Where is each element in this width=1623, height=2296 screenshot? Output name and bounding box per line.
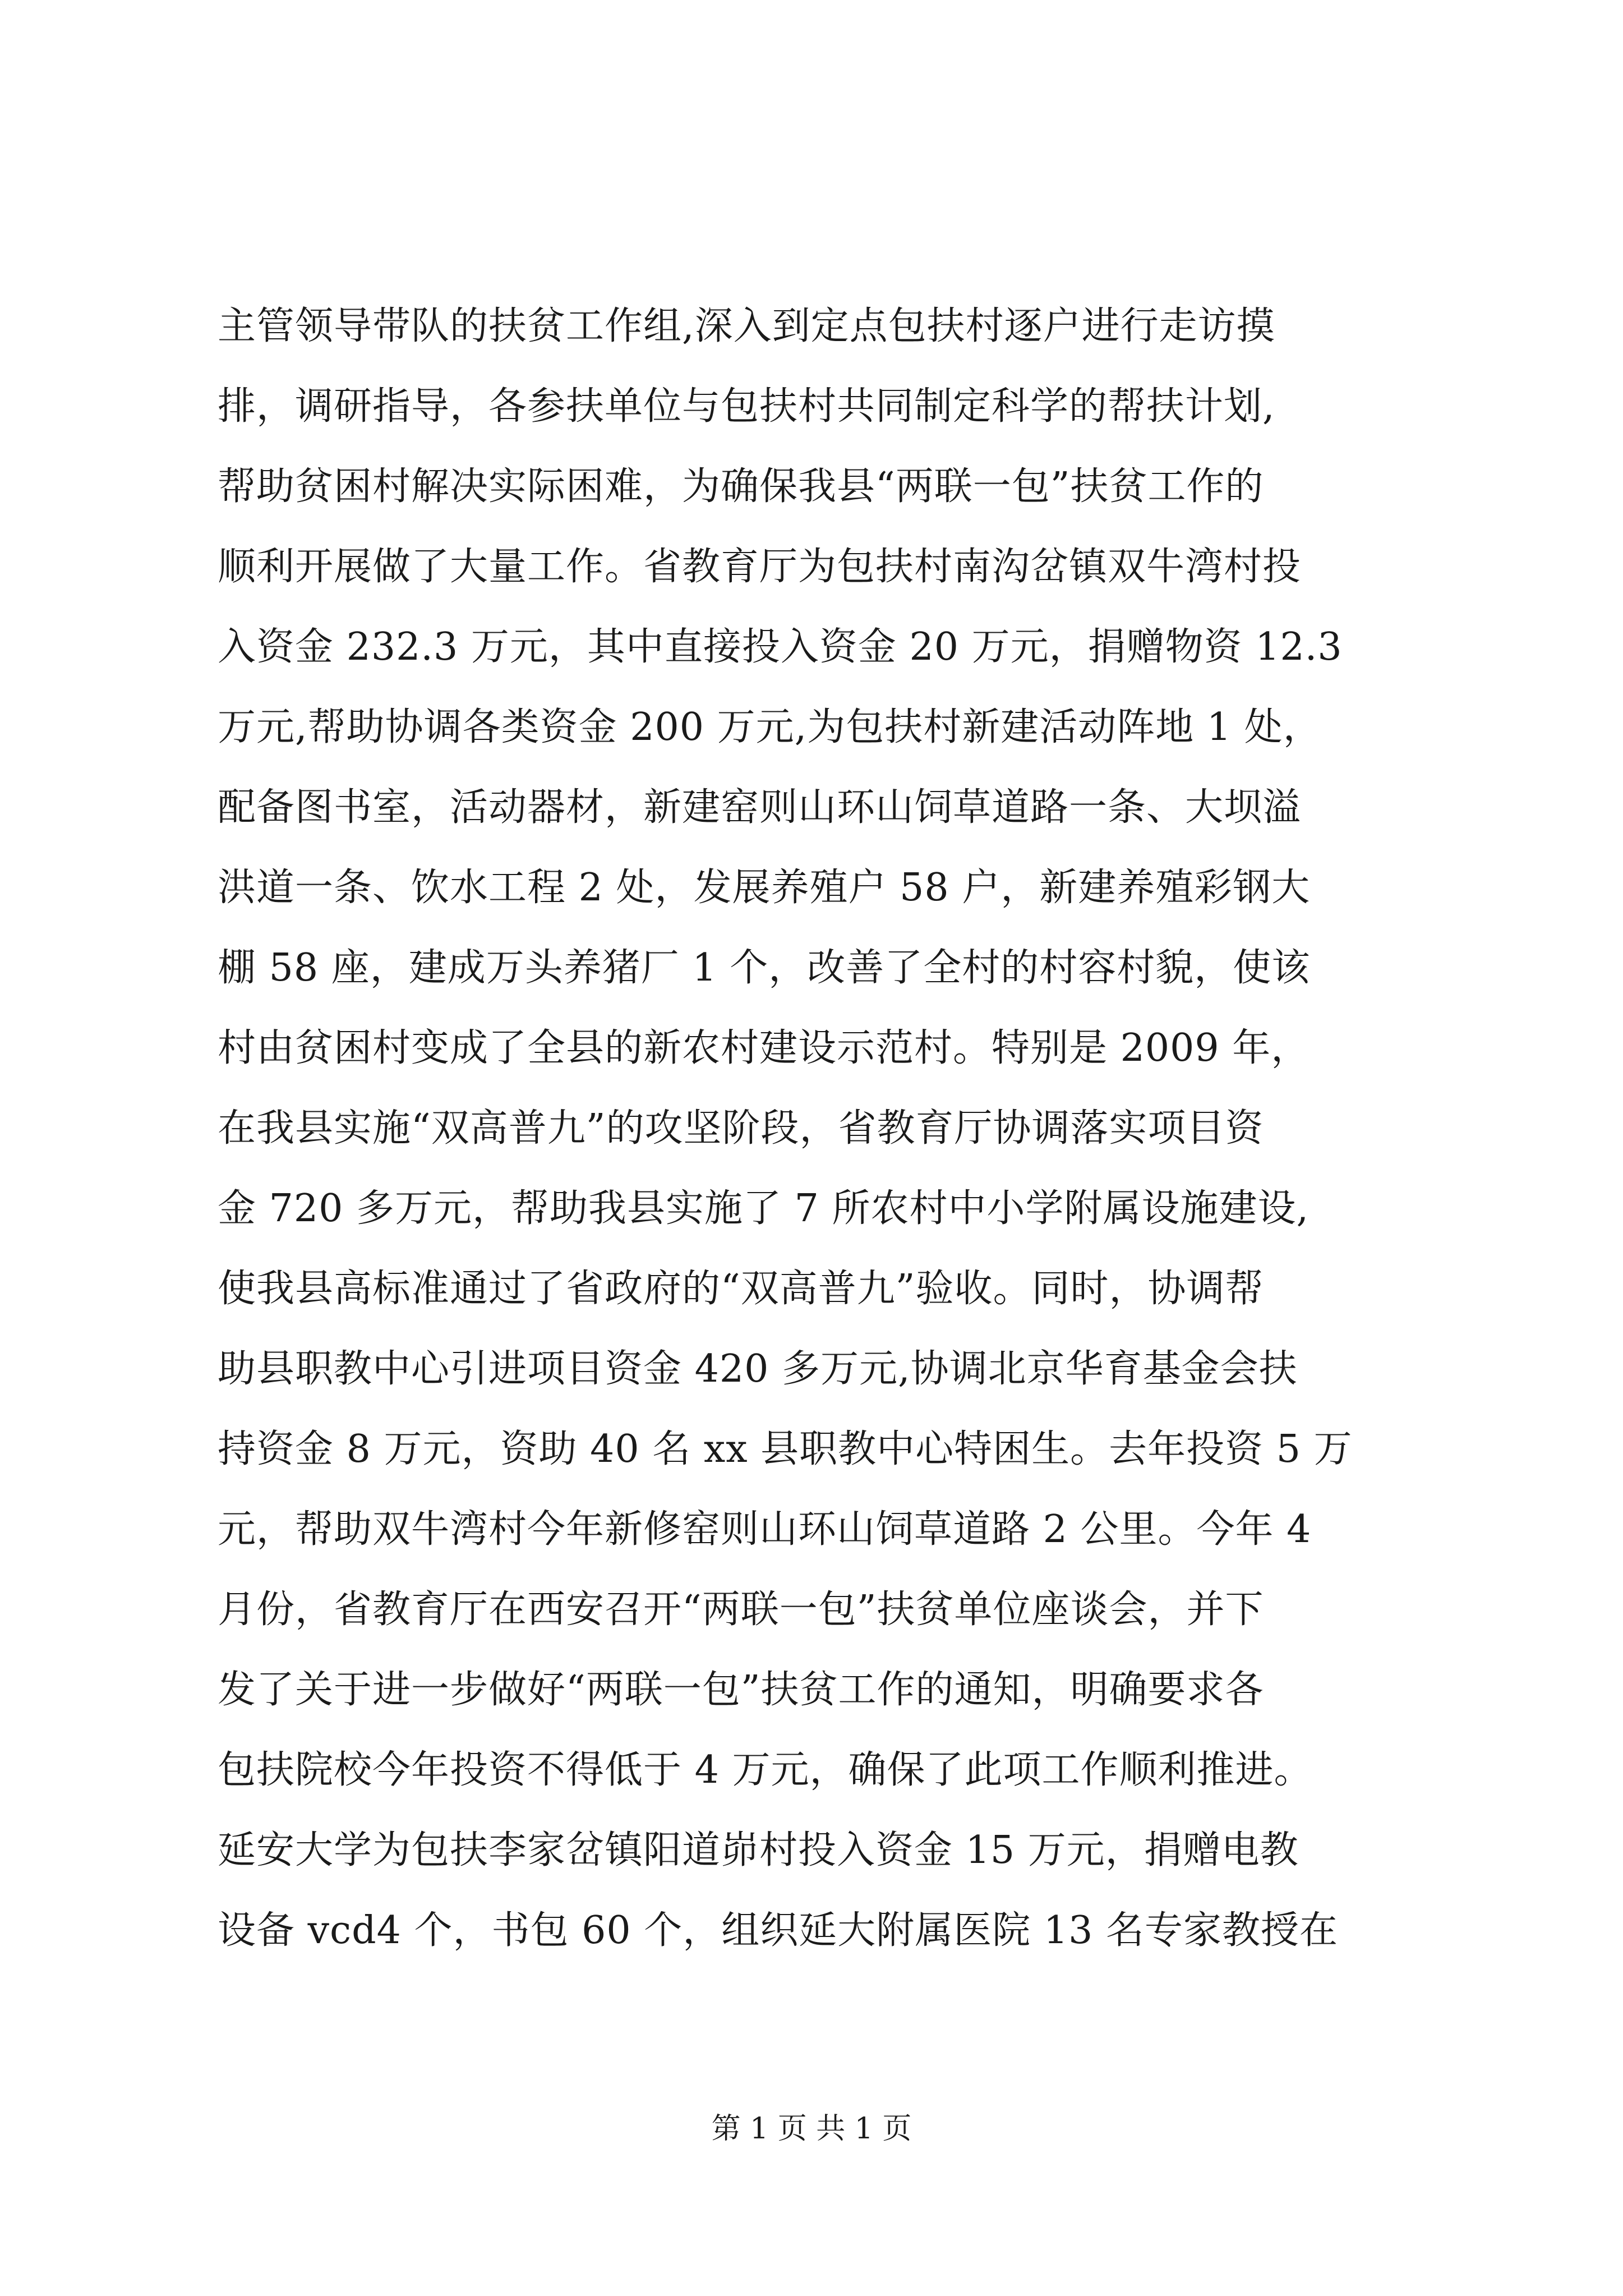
text-line: 配备图书室，活动器材，新建窑则山环山饲草道路一条、大坝溢 <box>218 785 1302 830</box>
text-line: 村由贫困村变成了全县的新农村建设示范村。特别是 2009 年， <box>218 1026 1310 1070</box>
text-line: 发了关于进一步做好“两联一包”扶贫工作的通知，明确要求各 <box>218 1668 1264 1712</box>
text-line: 排，调研指导，各参扶单位与包扶村共同制定科学的帮扶计划, <box>218 384 1275 429</box>
text-line: 入资金 232.3 万元，其中直接投入资金 20 万元，捐赠物资 12.3 <box>218 625 1343 669</box>
text-line: 洪道一条、饮水工程 2 处，发展养殖户 58 户，新建养殖彩钢大 <box>218 866 1311 910</box>
text-line: 元，帮助双牛湾村今年新修窑则山环山饲草道路 2 公里。今年 4 <box>218 1507 1312 1552</box>
text-line: 设备 vcd4 个，书包 60 个，组织延大附属医院 13 名专家教授在 <box>218 1908 1339 1953</box>
text-line: 主管领导带队的扶贫工作组,深入到定点包扶村逐户进行走访摸 <box>218 304 1275 348</box>
page-footer: 第 1 页 共 1 页 <box>711 2112 912 2146</box>
text-line: 顺利开展做了大量工作。省教育厅为包扶村南沟岔镇双牛湾村投 <box>218 545 1302 589</box>
text-line: 帮助贫困村解决实际困难，为确保我县“两联一包”扶贫工作的 <box>218 464 1264 509</box>
body-paragraph <box>218 286 1423 1971</box>
text-line: 在我县实施“双高普九”的攻坚阶段，省教育厅协调落实项目资 <box>218 1106 1264 1151</box>
text-line: 持资金 8 万元，资助 40 名 xx 县职教中心特困生。去年投资 5 万 <box>218 1427 1353 1471</box>
text-line: 使我县高标准通过了省政府的“双高普九”验收。同时，协调帮 <box>218 1267 1264 1311</box>
text-line: 助县职教中心引进项目资金 420 多万元,协调北京华育基金会扶 <box>218 1347 1298 1391</box>
text-line: 棚 58 座，建成万头养猪厂 1 个，改善了全村的村容村貌，使该 <box>218 946 1311 990</box>
text-line: 金 720 多万元，帮助我县实施了 7 所农村中小学附属设施建设, <box>218 1186 1310 1231</box>
text-line: 万元,帮助协调各类资金 200 万元,为包扶村新建活动阵地 1 处， <box>218 705 1322 749</box>
text-line: 月份，省教育厅在西安召开“两联一包”扶贫单位座谈会，并下 <box>218 1588 1264 1632</box>
text-line: 包扶院校今年投资不得低于 4 万元，确保了此项工作顺利推进。 <box>218 1748 1313 1792</box>
text-line: 延安大学为包扶李家岔镇阳道峁村投入资金 15 万元，捐赠电教 <box>218 1828 1299 1872</box>
